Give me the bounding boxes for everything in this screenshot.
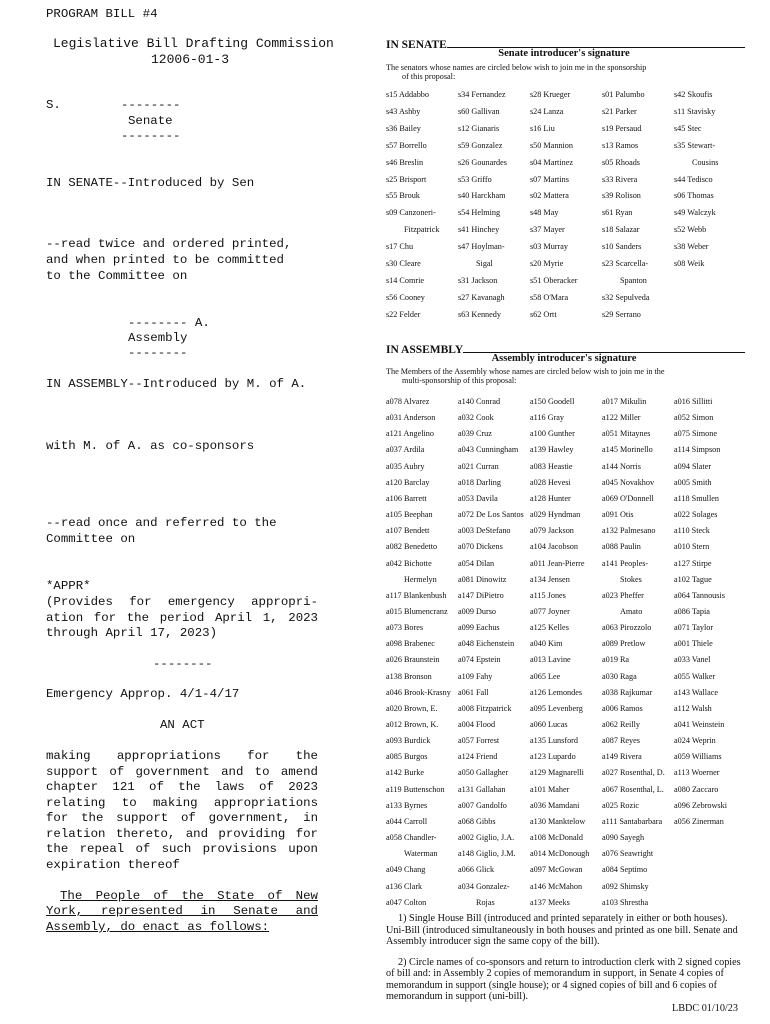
member-name[interactable]: s47 Hoylman-: [458, 242, 505, 252]
appr-tag: *APPR*: [46, 579, 91, 593]
member-name[interactable]: s63 Kennedy: [458, 309, 501, 319]
member-name[interactable]: a027 Rosenthal, D.: [602, 768, 665, 778]
member-name[interactable]: a036 Mamdani: [530, 800, 580, 810]
member-name[interactable]: s07 Martins: [530, 174, 569, 184]
senate-intro-line-1: The senators whose names are circled below wish to join me in the sponsorship: [386, 63, 647, 72]
member-name-continued[interactable]: Cousins: [692, 157, 719, 167]
senate-bill-label: S.: [46, 98, 61, 112]
member-name[interactable]: a029 Hyndman: [530, 510, 581, 520]
member-name[interactable]: a043 Cunningham: [458, 445, 519, 455]
member-name-continued[interactable]: Waterman: [404, 849, 438, 859]
member-name[interactable]: s22 Felder: [386, 309, 421, 319]
senate-signature-line[interactable]: [447, 37, 745, 48]
member-name[interactable]: a002 Giglio, J.A.: [458, 833, 515, 843]
member-name[interactable]: a144 Norris: [602, 461, 641, 471]
program-bill-number: PROGRAM BILL #4: [46, 7, 158, 21]
member-name[interactable]: a114 Simpson: [674, 445, 721, 455]
member-name[interactable]: a071 Taylor: [674, 623, 714, 633]
member-name[interactable]: a105 Beephan: [386, 510, 433, 520]
member-name[interactable]: s04 Martinez: [530, 157, 573, 167]
member-name[interactable]: s49 Walczyk: [674, 208, 716, 218]
assembly-signature-line[interactable]: [463, 342, 745, 353]
assembly-word: Assembly: [128, 331, 188, 345]
member-name[interactable]: a133 Byrnes: [386, 800, 428, 810]
member-name[interactable]: a004 Flood: [458, 720, 496, 729]
senate-dashes-top: --------: [121, 98, 181, 112]
member-name[interactable]: s36 Bailey: [386, 123, 421, 133]
member-name[interactable]: a135 Lunsford: [530, 736, 578, 746]
lbdc-date: LBDC 01/10/23: [672, 1003, 738, 1014]
member-name[interactable]: s03 Murray: [530, 242, 568, 252]
member-name[interactable]: a115 Jones: [530, 590, 566, 600]
member-name[interactable]: a130 Manktelow: [530, 816, 586, 826]
instructions: [386, 913, 746, 1012]
member-name[interactable]: a066 Glick: [458, 865, 495, 875]
member-name-continued[interactable]: Rojas: [476, 897, 495, 907]
member-name[interactable]: a031 Anderson: [386, 413, 436, 423]
member-name[interactable]: a146 McMahon: [530, 881, 583, 891]
member-name[interactable]: a016 Sillitti: [674, 397, 713, 406]
member-name[interactable]: s12 Gianaris: [458, 123, 500, 133]
member-name[interactable]: s01 Palumbo: [602, 90, 645, 99]
member-name[interactable]: a044 Carroll: [386, 816, 428, 826]
member-name[interactable]: s32 Sepulveda: [602, 292, 650, 302]
member-name[interactable]: s52 Webb: [674, 225, 707, 235]
member-name[interactable]: a102 Tague: [674, 574, 712, 584]
member-name[interactable]: a030 Raga: [602, 671, 637, 681]
member-name[interactable]: s50 Mannion: [530, 140, 573, 150]
senate-intro-line-2: of this proposal:: [402, 72, 456, 81]
member-name[interactable]: s19 Persaud: [602, 123, 642, 133]
senate-heading: IN SENATE: [386, 37, 745, 51]
member-name[interactable]: s35 Stewart-: [674, 140, 716, 150]
member-name[interactable]: s56 Cooney: [386, 292, 425, 302]
member-name[interactable]: s45 Stec: [674, 123, 702, 133]
member-name[interactable]: a070 Dickens: [458, 542, 503, 552]
note-single-house: 1) Single House Bill (introduced and printed separately in either or both houses). Uni-Bill (introduced simultaneously in both houses and printed as one bill. Senate and Assembly introducer sign the same copy of the bill).: [386, 913, 738, 947]
act-title-line: for the support of government, in: [46, 811, 318, 825]
member-name[interactable]: a060 Lucas: [530, 720, 568, 729]
member-name[interactable]: a096 Zebrowski: [674, 800, 727, 810]
member-name[interactable]: a069 O'Donnell: [602, 493, 654, 503]
emergency-approp: Emergency Approp. 4/1-4/17: [46, 687, 240, 701]
member-name[interactable]: a088 Paulin: [602, 542, 641, 552]
member-name[interactable]: a095 Levenberg: [530, 703, 583, 713]
act-title-line: chapter 121 of the laws of 2023: [46, 780, 318, 794]
member-name[interactable]: a022 Solages: [674, 510, 718, 520]
member-name[interactable]: s60 Gallivan: [458, 106, 500, 116]
member-name[interactable]: a101 Maher: [530, 784, 570, 794]
member-name[interactable]: a110 Steck: [674, 526, 710, 536]
member-name[interactable]: a081 Dinowitz: [458, 574, 507, 584]
assembly-bill-label: -------- A.: [128, 316, 210, 330]
senate-word: Senate: [128, 114, 173, 128]
commission-number: 12006-01-3: [151, 52, 230, 67]
member-name[interactable]: a006 Ramos: [602, 703, 643, 713]
member-name[interactable]: a112 Walsh: [674, 703, 712, 713]
member-name[interactable]: a077 Joyner: [530, 606, 570, 616]
member-name[interactable]: a068 Gibbs: [458, 816, 496, 826]
member-name[interactable]: a072 De Los Santos: [458, 510, 524, 520]
member-name[interactable]: a106 Barrett: [386, 493, 427, 503]
member-name[interactable]: s51 Oberacker: [530, 275, 578, 285]
member-name[interactable]: s62 Ortt: [530, 309, 557, 319]
member-name[interactable]: s13 Ramos: [602, 140, 639, 150]
member-name[interactable]: a116 Gray: [530, 413, 565, 423]
member-name[interactable]: a140 Conrad: [458, 397, 501, 406]
member-name[interactable]: a037 Ardila: [386, 445, 425, 455]
member-name[interactable]: a089 Pretlow: [602, 639, 646, 649]
member-name[interactable]: a108 McDonald: [530, 833, 583, 843]
member-name[interactable]: a111 Santabarbara: [602, 816, 663, 826]
member-name[interactable]: s10 Sanders: [602, 242, 642, 252]
enacting-line: The People of the State of New: [60, 889, 318, 903]
member-name[interactable]: a085 Burgos: [386, 752, 428, 762]
member-name[interactable]: a078 Alvarez: [386, 397, 430, 406]
member-name[interactable]: a035 Aubry: [386, 461, 425, 471]
member-name[interactable]: s53 Griffo: [458, 174, 492, 184]
member-name[interactable]: s28 Krueger: [530, 90, 571, 99]
member-name[interactable]: s14 Comrie: [386, 275, 424, 285]
member-name[interactable]: a064 Tannousis: [674, 590, 725, 600]
member-name[interactable]: s16 Liu: [530, 123, 555, 133]
member-name[interactable]: s58 O'Mara: [530, 292, 569, 302]
note-circle-names: 2) Circle names of co-sponsors and return to introduction clerk with 2 signed copies of bill and: in Assembly 2 copies of memorandum in support, in Senate 4 copies of memorandum in support (single house); or 4 signed copies of bill and 6 copies of memorandum in support (uni-bill).: [386, 956, 741, 1002]
member-name[interactable]: a039 Cruz: [458, 429, 492, 439]
member-name[interactable]: a049 Chang: [386, 865, 426, 875]
member-name[interactable]: s39 Rolison: [602, 191, 641, 201]
member-name[interactable]: s48 May: [530, 208, 559, 218]
provides-line-3: through April 17, 2023): [46, 626, 218, 640]
member-name[interactable]: s17 Chu: [386, 242, 414, 252]
member-name[interactable]: a122 Miller: [602, 413, 641, 423]
member-name[interactable]: s23 Scarcella-: [602, 259, 649, 268]
member-name[interactable]: a087 Reyes: [602, 736, 640, 746]
member-name[interactable]: a005 Smith: [674, 477, 712, 487]
assembly-dashes: --------: [128, 346, 188, 360]
member-name[interactable]: s61 Ryan: [602, 208, 633, 218]
assembly-signature-label: Assembly introducer's signature: [491, 353, 637, 364]
member-name[interactable]: a129 Magnarelli: [530, 768, 584, 778]
assembly-introduced-by: IN ASSEMBLY--Introduced by M. of A.: [46, 377, 307, 391]
member-name[interactable]: s30 Cleare: [386, 259, 421, 268]
member-name-continued[interactable]: Spanton: [620, 275, 647, 285]
member-name[interactable]: a124 Friend: [458, 752, 498, 762]
enacting-line: Assembly, do enact as follows:: [46, 920, 270, 934]
member-name[interactable]: a045 Novakhov: [602, 477, 655, 487]
member-name[interactable]: a121 Angelino: [386, 429, 434, 439]
member-name[interactable]: s31 Jackson: [458, 275, 498, 285]
member-name[interactable]: a020 Brown, E.: [386, 703, 438, 713]
member-name[interactable]: a141 Peoples-: [602, 558, 649, 568]
member-name[interactable]: a100 Gunther: [530, 429, 575, 439]
member-name[interactable]: a092 Shimsky: [602, 881, 649, 891]
act-title-line: making appropriations for the: [46, 749, 318, 763]
member-name[interactable]: s09 Canzoneri-: [386, 208, 436, 218]
member-name[interactable]: a120 Barclay: [386, 477, 430, 487]
member-name[interactable]: a062 Reilly: [602, 720, 640, 729]
act-title-line: relating to making appropriations: [46, 796, 318, 810]
co-sponsors-line: with M. of A. as co-sponsors: [46, 439, 255, 453]
member-name[interactable]: a149 Rivera: [602, 752, 642, 762]
member-name[interactable]: a076 Seawright: [602, 849, 654, 859]
member-name[interactable]: s59 Gonzalez: [458, 140, 503, 150]
read-twice-line-2: and when printed to be committed: [46, 253, 284, 267]
member-name[interactable]: s06 Thomas: [674, 191, 714, 201]
member-name-continued[interactable]: Sigal: [476, 259, 493, 268]
member-name[interactable]: a065 Lee: [530, 671, 561, 681]
member-name[interactable]: a038 Rajkumar: [602, 687, 653, 697]
member-name[interactable]: a091 Otis: [602, 510, 634, 520]
member-name[interactable]: a099 Eachus: [458, 623, 500, 633]
member-name[interactable]: a086 Tapia: [674, 606, 710, 616]
member-name[interactable]: a014 McDonough: [530, 849, 590, 859]
member-name[interactable]: a059 Williams: [674, 752, 722, 762]
member-name[interactable]: a093 Burdick: [386, 736, 431, 746]
member-name[interactable]: s02 Mattera: [530, 191, 569, 201]
member-name[interactable]: a012 Brown, K.: [386, 720, 439, 729]
member-name[interactable]: a053 Davila: [458, 493, 498, 503]
member-name[interactable]: a147 DiPietro: [458, 590, 504, 600]
member-name[interactable]: a126 Lemondes: [530, 687, 583, 697]
provides-line-1: (Provides for emergency appropri-: [46, 595, 318, 609]
member-name[interactable]: a109 Fahy: [458, 671, 493, 681]
member-name[interactable]: a011 Jean-Pierre: [530, 558, 585, 568]
member-name[interactable]: s41 Hinchey: [458, 225, 500, 235]
member-name[interactable]: s54 Helming: [458, 208, 501, 218]
member-name[interactable]: a058 Chandler-: [386, 833, 437, 843]
member-name[interactable]: a052 Simon: [674, 413, 714, 423]
member-name[interactable]: a061 Fall: [458, 687, 489, 697]
member-name[interactable]: a107 Bendett: [386, 526, 430, 536]
member-name[interactable]: a003 DeStefano: [458, 526, 511, 536]
an-act-heading: AN ACT: [160, 718, 205, 732]
member-name[interactable]: s40 Harckham: [458, 191, 506, 201]
member-name[interactable]: a138 Bronson: [386, 671, 432, 681]
member-name[interactable]: a057 Forrest: [458, 736, 500, 746]
senate-introduced-by: IN SENATE--Introduced by Sen: [46, 176, 255, 190]
member-name[interactable]: s20 Myrie: [530, 259, 564, 268]
member-name[interactable]: a098 Brabenec: [386, 639, 435, 649]
act-title-line: expiration thereof: [46, 858, 180, 872]
member-name[interactable]: a080 Zaccaro: [674, 784, 719, 794]
member-name[interactable]: a150 Goodell: [530, 397, 575, 406]
member-name[interactable]: a032 Cook: [458, 413, 494, 423]
member-name[interactable]: a001 Thiele: [674, 639, 713, 649]
member-name[interactable]: a134 Jensen: [530, 574, 570, 584]
member-name[interactable]: a048 Eichenstein: [458, 639, 515, 649]
assembly-heading: IN ASSEMBLY: [386, 342, 745, 356]
member-name[interactable]: a103 Shrestha: [602, 897, 649, 907]
member-name[interactable]: a028 Hevesi: [530, 477, 571, 487]
member-name[interactable]: s05 Rhoads: [602, 157, 640, 167]
read-twice-line-1: --read twice and ordered printed,: [46, 237, 292, 251]
member-name[interactable]: a040 Kim: [530, 639, 563, 649]
member-name[interactable]: a067 Rosenthal, L.: [602, 784, 664, 794]
member-name[interactable]: s24 Lanza: [530, 106, 564, 116]
member-name[interactable]: a013 Lavine: [530, 655, 571, 665]
member-name[interactable]: a143 Wallace: [674, 687, 718, 697]
senate-signature-label: Senate introducer's signature: [498, 48, 630, 59]
member-name[interactable]: a084 Septimo: [602, 865, 648, 875]
member-name[interactable]: a054 Dilan: [458, 558, 495, 568]
member-name[interactable]: a119 Buttenschon: [386, 784, 445, 794]
member-name[interactable]: a056 Zinerman: [674, 816, 724, 826]
member-name[interactable]: a033 Vanel: [674, 655, 711, 665]
member-name[interactable]: a017 Mikulin: [602, 397, 647, 406]
member-name[interactable]: s42 Skoufis: [674, 90, 713, 99]
member-name[interactable]: a131 Gallahan: [458, 784, 506, 794]
member-name[interactable]: s27 Kavanagh: [458, 292, 505, 302]
member-name[interactable]: a145 Morinello: [602, 445, 653, 455]
member-name[interactable]: a136 Clark: [386, 881, 423, 891]
member-name[interactable]: a025 Rozic: [602, 800, 640, 810]
member-name[interactable]: a023 Pheffer: [602, 590, 644, 600]
provides-line-2: ation for the period April 1, 2023: [46, 611, 318, 625]
member-name[interactable]: a008 Fitzpatrick: [458, 703, 512, 713]
act-title-line: relation thereto, and providing for: [46, 827, 318, 841]
member-name[interactable]: a024 Weprin: [674, 736, 716, 746]
member-name[interactable]: a021 Curran: [458, 461, 499, 471]
member-name[interactable]: s18 Salazar: [602, 225, 640, 235]
member-name[interactable]: s38 Weber: [674, 242, 709, 252]
member-name[interactable]: a139 Hawley: [530, 445, 574, 455]
read-once-line-1: --read once and referred to the: [46, 516, 277, 530]
member-name[interactable]: a148 Giglio, J.M.: [458, 849, 516, 859]
provides-dashes: --------: [153, 657, 213, 671]
member-name[interactable]: s15 Addabbo: [386, 90, 429, 99]
assembly-intro-line-2: multi-sponsorship of this proposal:: [402, 376, 517, 385]
member-name[interactable]: a083 Heastie: [530, 461, 573, 471]
member-name[interactable]: s26 Gounardes: [458, 157, 507, 167]
member-name[interactable]: a009 Durso: [458, 606, 496, 616]
member-name[interactable]: a118 Smullen: [674, 493, 719, 503]
member-name[interactable]: a132 Palmesano: [602, 526, 656, 536]
member-name[interactable]: a125 Kelles: [530, 623, 569, 633]
member-name[interactable]: a042 Bichotte: [386, 558, 432, 568]
member-name[interactable]: s57 Borrello: [386, 140, 427, 150]
member-name[interactable]: a018 Darling: [458, 477, 501, 487]
member-name[interactable]: a041 Weinstein: [674, 720, 725, 729]
member-name-continued[interactable]: Stokes: [620, 574, 642, 584]
member-name-continued[interactable]: Amato: [620, 606, 643, 616]
member-name[interactable]: a117 Blankenbush: [386, 590, 447, 600]
act-title-line: the repeal of such provisions upon: [46, 842, 318, 856]
member-name[interactable]: a075 Simone: [674, 429, 717, 439]
member-name[interactable]: a051 Mitaynes: [602, 429, 651, 439]
member-name[interactable]: a090 Sayegh: [602, 833, 645, 843]
member-name[interactable]: s44 Tedisco: [674, 174, 713, 184]
commission-name: Legislative Bill Drafting Commission: [53, 36, 334, 51]
member-name[interactable]: a019 Ra: [602, 655, 630, 665]
member-name[interactable]: a079 Jackson: [530, 526, 574, 536]
act-title-line: support of government and to amend: [46, 765, 318, 779]
member-name[interactable]: a063 Pirozzolo: [602, 623, 652, 633]
member-name[interactable]: a137 Meeks: [530, 897, 570, 907]
member-name[interactable]: s21 Parker: [602, 106, 637, 116]
member-name[interactable]: a128 Hunter: [530, 493, 571, 503]
member-name[interactable]: a073 Bores: [386, 623, 424, 633]
member-name[interactable]: s29 Serrano: [602, 309, 641, 319]
read-once-line-2: Committee on: [46, 532, 136, 546]
member-name[interactable]: s08 Weik: [674, 259, 705, 268]
member-name[interactable]: s37 Mayer: [530, 225, 565, 235]
member-name-continued[interactable]: Hermelyn: [404, 574, 437, 584]
member-name[interactable]: a034 Gonzalez-: [458, 881, 510, 891]
read-twice-line-3: to the Committee on: [46, 269, 188, 283]
enacting-line: York, represented in Senate and: [46, 904, 318, 918]
member-name[interactable]: a123 Lupardo: [530, 752, 576, 762]
member-name[interactable]: s33 Rivera: [602, 174, 638, 184]
member-name[interactable]: a142 Burke: [386, 768, 424, 778]
member-name[interactable]: a015 Blumencranz: [386, 606, 448, 616]
member-name[interactable]: a050 Gallagher: [458, 768, 509, 778]
member-name[interactable]: a113 Woerner: [674, 768, 720, 778]
member-name[interactable]: a104 Jacobson: [530, 542, 578, 552]
member-name[interactable]: a082 Benedetto: [386, 542, 438, 552]
member-name[interactable]: a046 Brook-Krasny: [386, 687, 451, 697]
senate-dashes-bottom: --------: [121, 129, 181, 143]
member-name[interactable]: a127 Stirpe: [674, 558, 712, 568]
member-name[interactable]: s43 Ashby: [386, 106, 421, 116]
member-name-continued[interactable]: Fitzpatrick: [404, 225, 440, 235]
member-name[interactable]: a047 Colton: [386, 897, 427, 907]
member-name[interactable]: s34 Fernandez: [458, 90, 506, 99]
member-name[interactable]: s11 Stavisky: [674, 106, 716, 116]
member-name[interactable]: a026 Braunstein: [386, 655, 440, 665]
member-name[interactable]: s25 Brisport: [386, 174, 427, 184]
member-name[interactable]: a094 Slater: [674, 461, 712, 471]
member-name[interactable]: a010 Stern: [674, 542, 710, 552]
member-name[interactable]: s55 Brouk: [386, 191, 420, 201]
member-name[interactable]: a074 Epstein: [458, 655, 501, 665]
assembly-intro-line-1: The Members of the Assembly whose names are circled below wish to join me in the: [386, 367, 665, 376]
member-name[interactable]: a055 Walker: [674, 671, 716, 681]
member-name[interactable]: s46 Breslin: [386, 157, 424, 167]
member-name[interactable]: a097 McGowan: [530, 865, 583, 875]
member-name[interactable]: a007 Gandolfo: [458, 800, 507, 810]
